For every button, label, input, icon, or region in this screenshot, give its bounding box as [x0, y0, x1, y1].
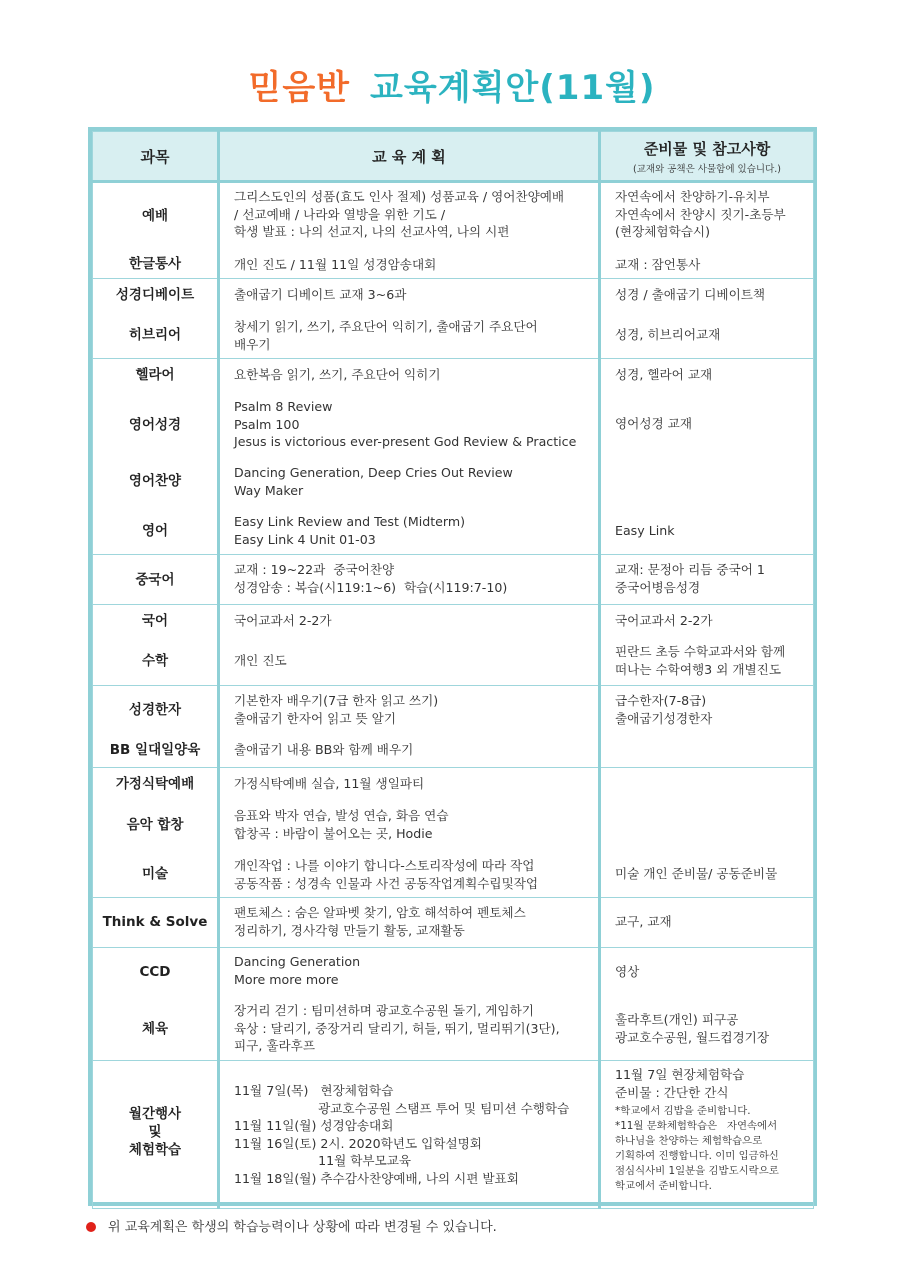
table-row	[93, 948, 814, 1061]
subject-music-choir: 음악 합창	[126, 817, 184, 833]
plan-bible-hanja: 기본한자 배우기(7급 한자 읽고 쓰기) 출애굽기 한자어 읽고 뜻 알기	[234, 693, 439, 726]
plan-english-praise: Dancing Generation, Deep Cries Out Review Way Maker	[234, 465, 513, 498]
table-row	[93, 1061, 814, 1209]
subject-math: 수학	[141, 653, 169, 669]
note-korean-history: 교재 : 잠언통사	[615, 257, 701, 272]
plan-greek: 요한복음 읽기, 쓰기, 주요단어 익히기	[234, 367, 441, 382]
subject-ccd: CCD	[139, 964, 171, 980]
table-row	[93, 279, 814, 359]
plan-monthly-events: 11월 7일(목) 현장체험학습 광교호수공원 스탬프 투어 및 팀미션 수행학습 11월 11일(월) 성경암송대회 11월 16일(토) 2시. 2020학년도 입학설명회 11월 학부모교육 11월 18일(월) 추수감사찬양예배, 나의 시편 발표회	[234, 1083, 570, 1186]
plan-korean-history: 개인 진도 / 11월 11일 성경암송대회	[234, 257, 437, 272]
note-field-trip: 11월 7일 현장체험학습 준비물 : 간단한 간식	[615, 1067, 745, 1100]
header-plan: 교 육 계 획	[219, 132, 600, 182]
subject-greek: 헬라어	[135, 367, 175, 383]
note-worship: 자연속에서 찬양하기-유치부 자연속에서 찬양시 짓기-초등부 (현장체험학습시)	[615, 189, 786, 239]
header-notes: 준비물 및 참고사항 (교재와 공책은 사물함에 있습니다.)	[600, 132, 814, 182]
note-chinese: 교재: 문정아 리듬 중국어 1 중국어병음성경	[615, 562, 765, 595]
subject-bb-nurture: BB 일대일양육	[109, 742, 201, 758]
note-korean: 국어교과서 2-2가	[615, 613, 713, 628]
note-greek: 성경, 헬라어 교재	[615, 367, 713, 382]
plan-korean: 국어교과서 2-2가	[234, 613, 332, 628]
title-part2: 교육계획안(11월)	[370, 68, 656, 108]
subject-english-bible: 영어성경	[128, 417, 182, 433]
plan-art: 개인작업 : 나를 이야기 합니다-스토리작성에 따라 작업 공동작품 : 성경속 인물과 사건 공동작업계획수립및작업	[234, 858, 539, 891]
table-row	[93, 605, 814, 686]
subject-english: 영어	[141, 523, 169, 539]
table-row	[93, 359, 814, 555]
plan-math: 개인 진도	[234, 653, 287, 668]
plan-english-bible: Psalm 8 Review Psalm 100 Jesus is victorious ever-present God Review & Practice	[234, 399, 577, 449]
plan-english: Easy Link Review and Test (Midterm) Easy Link 4 Unit 01-03	[234, 514, 466, 547]
table-row	[93, 768, 814, 898]
plan-bb-nurture: 출애굽기 내용 BB와 함께 배우기	[234, 742, 414, 757]
subject-monthly-events: 월간행사 및 체험학습	[128, 1106, 182, 1158]
table-row	[93, 898, 814, 948]
note-math: 핀란드 초등 수학교과서와 함께 떠나는 수학여행3 외 개별진도	[615, 644, 786, 677]
subject-worship: 예배	[141, 208, 169, 224]
header-subject: 과목	[93, 132, 219, 182]
plan-family-worship: 가정식탁예배 실습, 11월 생일파티	[234, 776, 425, 791]
note-hebrew: 성경, 히브리어교재	[615, 327, 721, 342]
footer-note	[86, 1216, 497, 1235]
table-row	[93, 555, 814, 605]
note-english: Easy Link	[615, 523, 675, 538]
footer-text: 위 교육계획은 학생의 학습능력이나 상황에 따라 변경될 수 있습니다.	[108, 1220, 497, 1235]
plan-ccd: Dancing Generation More more more	[234, 954, 361, 987]
subject-chinese: 중국어	[135, 572, 175, 588]
note-field-trip-detail: *학교에서 김밥을 준비합니다. *11월 문화체험학습은 자연속에서 하나님을 찬양하는 체험학습으로 기획하여 진행합니다. 이미 입금하신 점심식사비 1일분을 김밥도시락으로 학교에서 준비합니다.	[615, 1105, 779, 1192]
plan-bible-debate: 출애굽기 디베이트 교재 3~6과	[234, 287, 407, 302]
subject-bible-debate: 성경디베이트	[115, 287, 195, 303]
note-art: 미술 개인 준비물/ 공동준비물	[615, 866, 778, 881]
note-bible-debate: 성경 / 출애굽기 디베이트책	[615, 287, 766, 302]
page-title	[0, 60, 904, 109]
header-notes-sub: (교재와 공책은 사물함에 있습니다.)	[633, 163, 781, 175]
table-row	[93, 182, 814, 279]
note-english-bible: 영어성경 교재	[615, 416, 692, 431]
note-ccd: 영상	[615, 964, 640, 979]
plan-music-choir: 음표와 박자 연습, 발성 연습, 화음 연습 합창곡 : 바람이 불어오는 곳, Hodie	[234, 808, 449, 841]
subject-family-worship: 가정식탁예배	[115, 776, 195, 792]
note-bible-hanja: 급수한자(7-8급) 출애굽기성경한자	[615, 693, 713, 726]
subject-think-solve: Think & Solve	[102, 914, 208, 930]
plan-chinese: 교재 : 19~22과 중국어찬양 성경암송 : 복습(시119:1~6) 학습(시119:7-10)	[234, 562, 508, 595]
plan-hebrew: 창세기 읽기, 쓰기, 주요단어 익히기, 출애굽기 주요단어 배우기	[234, 319, 538, 352]
table-row	[93, 686, 814, 768]
subject-art: 미술	[141, 866, 169, 882]
subject-bible-hanja: 성경한자	[128, 702, 182, 718]
note-pe: 훌라후트(개인) 피구공 광교호수공원, 월드컵경기장	[615, 1012, 769, 1045]
subject-hebrew: 히브리어	[128, 327, 182, 343]
bullet-icon	[86, 1222, 96, 1232]
header-row	[93, 132, 814, 182]
plan-think-solve: 팬토체스 : 숨은 알파벳 찾기, 암호 해석하여 펜토체스 정리하기, 경사각형 만들기 활동, 교재활동	[234, 905, 526, 938]
title-part1: 믿음반	[248, 68, 351, 108]
subject-korean: 국어	[141, 613, 169, 629]
subject-pe: 체육	[141, 1021, 169, 1037]
subject-korean-history: 한글통사	[128, 256, 182, 272]
subject-english-praise: 영어찬양	[128, 473, 182, 489]
plan-pe: 장거리 걷기 : 팀미션하며 광교호수공원 돌기, 게임하기 육상 : 달리기, 중장거리 달리기, 허들, 뛰기, 멀리뛰기(3단), 피구, 훌라후프	[234, 1003, 560, 1053]
note-think-solve: 교구, 교재	[615, 914, 672, 929]
plan-table	[88, 127, 817, 1206]
plan-worship: 그리스도인의 성품(효도 인사 절제) 성품교육 / 영어찬양예배 / 선교예배 / 나라와 열방을 위한 기도 / 학생 발표 : 나의 선교지, 나의 선교사역, 나의 시편	[234, 189, 565, 239]
